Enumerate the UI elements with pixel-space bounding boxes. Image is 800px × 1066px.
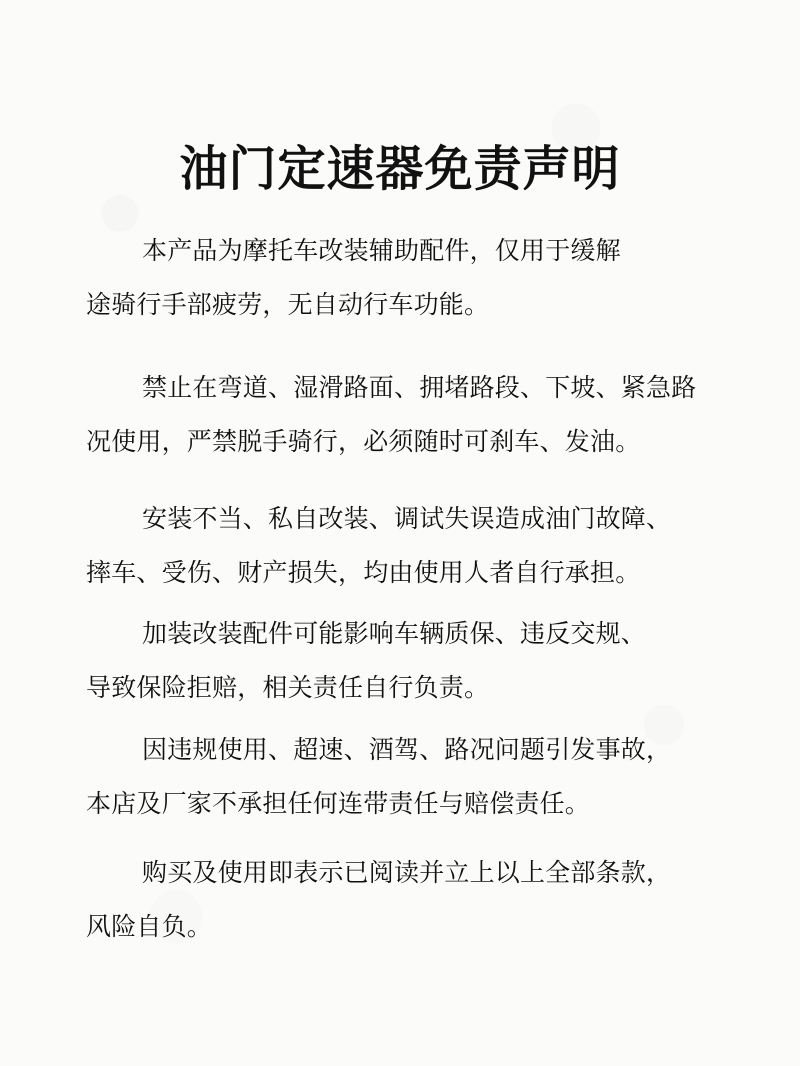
disclaimer-paragraph-acceptance [86, 846, 711, 954]
paragraph-line: 安装不当、私自改装、调试失误造成油门故障、 [142, 504, 672, 533]
paragraph-line: 禁止在弯道、湿滑路面、拥堵路段、下坡、紧急路 [142, 373, 697, 402]
paragraph-line: 因违规使用、超速、酒驾、路况问题引发事故， [142, 735, 672, 764]
disclaimer-paragraph-installation [86, 492, 711, 600]
paragraph-line: 导致保险拒赔，相关责任自行负责。 [86, 673, 490, 702]
paragraph-line: 本店及厂家不承担任何连带责任与赔偿责任。 [86, 789, 591, 818]
paragraph-line: 加装改装配件可能影响车辆质保、违反交规、 [142, 619, 647, 648]
disclaimer-paragraph-accident-liability [86, 723, 711, 831]
paragraph-line: 况使用，严禁脱手骑行，必须随时可刹车、发油。 [86, 427, 641, 456]
paragraph-line: 本产品为摩托车改装辅助配件，仅用于缓解 [142, 236, 621, 265]
paragraph-line: 购买及使用即表示已阅读并立上以上全部条款， [142, 858, 672, 887]
disclaimer-paragraph-prohibited-use [86, 361, 711, 469]
paragraph-line: 风险自负。 [86, 912, 213, 941]
page-title: 油门定速器免责声明 [179, 141, 621, 197]
disclaimer-paragraph-warranty [86, 607, 711, 715]
paragraph-line: 摔车、受伤、财产损失，均由使用人者自行承担。 [86, 558, 641, 587]
paragraph-line: 途骑行手部疲劳，无自动行车功能。 [86, 290, 490, 319]
disclaimer-paragraph-product-use [86, 224, 711, 332]
